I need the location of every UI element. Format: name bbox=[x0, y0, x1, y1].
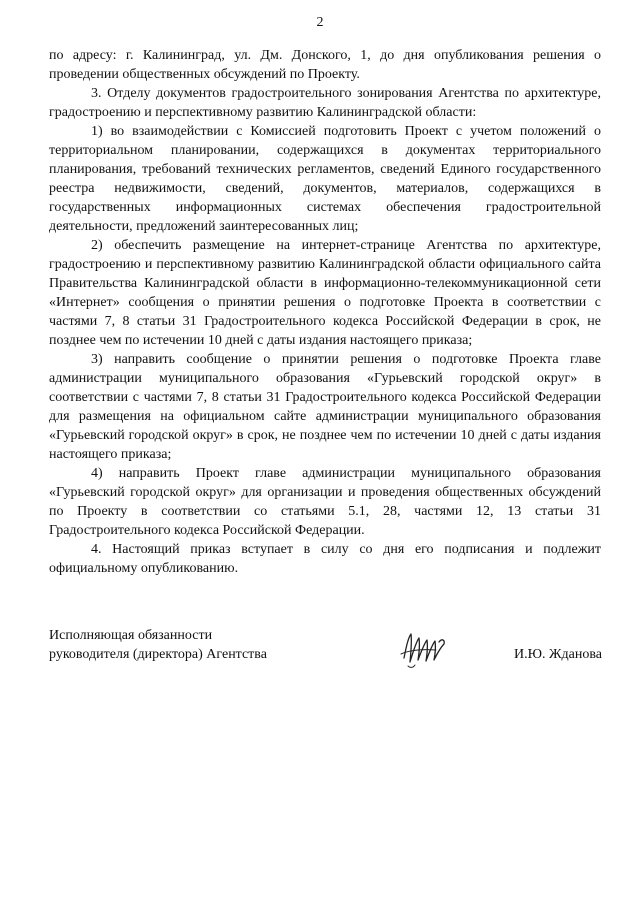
page-number: 2 bbox=[316, 15, 324, 30]
paragraph-address-continuation: по адресу: г. Калининград, ул. Дм. Донского, 1, до дня опубликования решения о проведении общественных обсуждений по Проекту. bbox=[49, 48, 601, 82]
paragraph-subitem-1: 1) во взаимодействии с Комиссией подготовить Проект с учетом положений о территориальном планировании, содержащихся в документах территориального планирования, требований технических регламентов, сведений Единого государственного реестра недвижимости, сведений, документов, материалов, содержащихся в государственных информационных системах обеспечения градостроительной деятельности, предложений заинтересованных лиц; bbox=[49, 124, 601, 234]
paragraph-item-4: 4. Настоящий приказ вступает в силу со дня его подписания и подлежит официальному опубликованию. bbox=[49, 542, 601, 576]
paragraph-subitem-3: 3) направить сообщение о принятии решения о подготовке Проекта главе администрации муниципального образования «Гурьевский городской округ» в соответствии с частями 7, 8 статьи 31 Градостроительного кодекса Российской Федерации для размещения на официальном сайте администрации муниципального образования «Гурьевский городской округ» в срок, не позднее чем по истечении 10 дней с даты издания настоящего приказа; bbox=[49, 352, 601, 462]
paragraph-subitem-2: 2) обеспечить размещение на интернет-странице Агентства по архитектуре, градостроению и перспективному развитию Калининградской области официального сайта Правительства Калининградской области в информационно-телекоммуникационной сети «Интернет» сообщения о принятии решения о подготовке Проекта в соответствии с частями 7, 8 статьи 31 Градостроительного кодекса Российской Федерации в срок, не позднее чем по истечении 10 дней с даты издания настоящего приказа; bbox=[49, 238, 601, 348]
paragraph-item-3: 3. Отделу документов градостроительного зонирования Агентства по архитектуре, градостроению и перспективному развитию Калининградской области: bbox=[49, 86, 601, 120]
handwritten-signature bbox=[398, 628, 454, 670]
signatory-position bbox=[49, 626, 349, 664]
signatory-name: И.Ю. Жданова bbox=[513, 647, 602, 662]
signatory-position-line-2: руководителя (директора) Агентства bbox=[49, 647, 267, 662]
document-body bbox=[49, 46, 601, 578]
signatory-position-line-1: Исполняющая обязанности bbox=[49, 628, 213, 643]
paragraph-subitem-4: 4) направить Проект главе администрации муниципального образования «Гурьевский городской округ» для организации и проведения общественных обсуждений по Проекту в соответствии со статьями 5.1, 28, частями 12, 13 статьи 31 Градостроительного кодекса Российской Федерации. bbox=[49, 466, 601, 538]
